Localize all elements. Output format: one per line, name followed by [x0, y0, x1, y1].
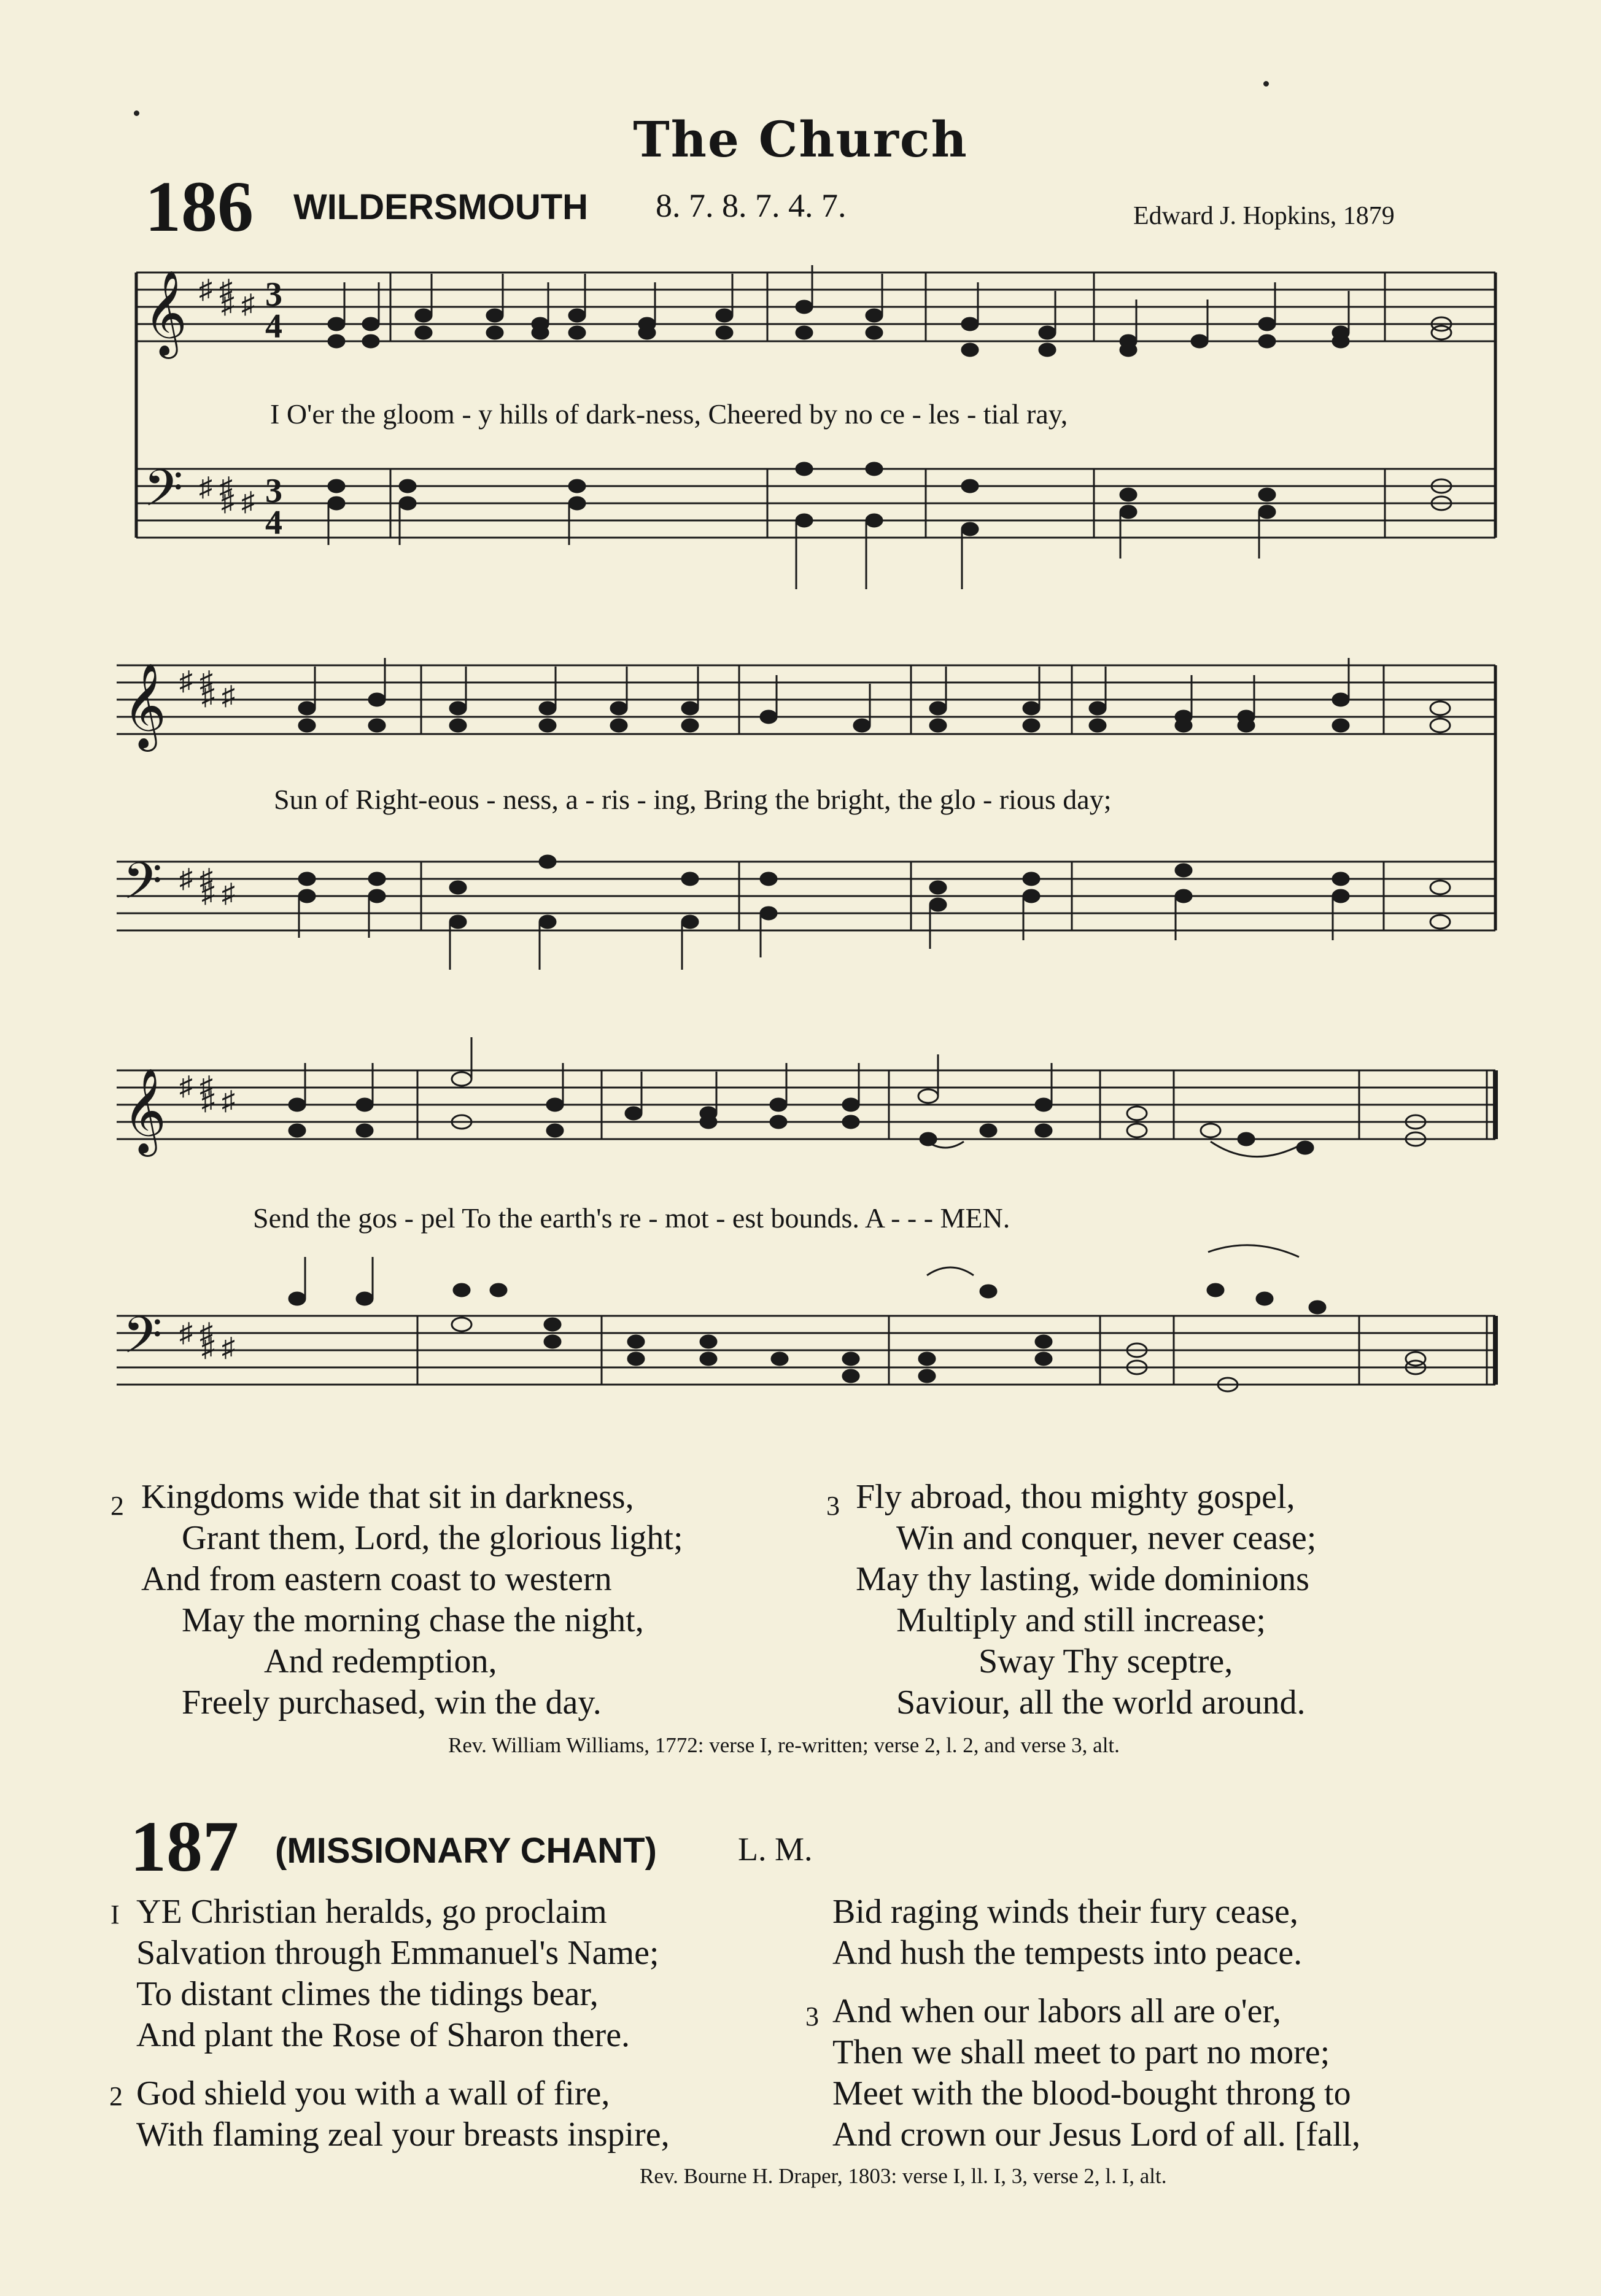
verse-line: May the morning chase the night,: [182, 1601, 644, 1639]
author-credit: Rev. William Williams, 1772: verse I, re-written; verse 2, l. 2, and verse 3, alt.: [448, 1733, 1120, 1757]
svg-text:♯ ♯: ♯ ♯: [179, 1318, 213, 1348]
verse-line: Then we shall meet to part no more;: [832, 2033, 1330, 2071]
verse-line: And when our labors all are o'er,: [832, 1992, 1281, 2030]
verse-line: May thy lasting, wide dominions: [856, 1560, 1309, 1598]
author-credit: Rev. Bourne H. Draper, 1803: verse I, ll. I, 3, verse 2, l. I, alt.: [640, 2164, 1167, 2188]
meter: L. M.: [738, 1831, 813, 1868]
hymn187-verse-2-continued: [832, 1892, 1302, 1974]
svg-text:𝄢: 𝄢: [123, 854, 163, 922]
verse-line: And redemption,: [264, 1642, 497, 1680]
hymn187-verse-1: [136, 1892, 659, 2056]
verse-line: Fly abroad, thou mighty gospel,: [856, 1478, 1295, 1516]
hymn186-verse-2: [141, 1477, 683, 1723]
svg-text:𝄞: 𝄞: [144, 272, 187, 354]
svg-text:3: 3: [265, 276, 282, 314]
svg-text:4: 4: [265, 504, 282, 542]
lyric-line-3: Send the gos - pel To the earth's re - mot - est bounds. A - - - MEN.: [253, 1202, 1010, 1234]
verse-line: God shield you with a wall of fire,: [136, 2074, 610, 2112]
svg-text:♯ ♯: ♯ ♯: [179, 666, 213, 696]
svg-text:♯ ♯: ♯ ♯: [201, 878, 235, 908]
section-title: The Church: [633, 110, 968, 168]
tune-name: WILDERSMOUTH: [293, 187, 589, 227]
composer-credit: Edward J. Hopkins, 1879: [1133, 202, 1395, 230]
verse-line: Sway Thy sceptre,: [979, 1642, 1233, 1680]
verse-line: With flaming zeal your breasts inspire,: [136, 2116, 670, 2154]
svg-text:3: 3: [265, 472, 282, 510]
hymn-number: 187: [130, 1806, 239, 1887]
lyric-line-1: I O'er the gloom - y hills of dark-ness, Cheered by no ce - les - tial ray,: [270, 398, 1068, 430]
svg-text:𝄢: 𝄢: [123, 1308, 163, 1376]
hymn187-verse-2: [136, 2073, 670, 2155]
verse-number: 2: [109, 2081, 123, 2111]
verse-line: Freely purchased, win the day.: [182, 1683, 602, 1722]
svg-text:♯ ♯: ♯ ♯: [179, 1071, 213, 1101]
verse-line: And plant the Rose of Sharon there.: [136, 2016, 630, 2054]
verse-line: And crown our Jesus Lord of all. [fall,: [832, 2116, 1361, 2154]
svg-text:𝄞: 𝄞: [123, 665, 166, 746]
verse-line: Salvation through Emmanuel's Name;: [136, 1934, 659, 1972]
meter: 8. 7. 8. 7. 4. 7.: [656, 187, 847, 224]
svg-text:♯ ♯: ♯ ♯: [201, 681, 235, 711]
hymn-number: 186: [145, 166, 254, 247]
verse-line: Kingdoms wide that sit in darkness,: [141, 1478, 634, 1516]
hymn186-verse-3: [856, 1477, 1316, 1723]
svg-text:♯ ♯: ♯ ♯: [201, 1086, 235, 1116]
svg-text:𝄢: 𝄢: [144, 461, 184, 529]
verse-line: Win and conquer, never cease;: [896, 1519, 1317, 1557]
lyric-line-2: Sun of Right-eous - ness, a - ris - ing, Bring the bright, the glo - rious day;: [274, 784, 1112, 815]
hymn187-verse-3: [832, 1991, 1360, 2155]
verse-line: And from eastern coast to western: [141, 1560, 612, 1598]
verse-line: YE Christian heralds, go proclaim: [136, 1893, 607, 1931]
svg-text:♯ ♯: ♯ ♯: [199, 472, 233, 502]
verse-line: To distant climes the tidings bear,: [136, 1975, 599, 2013]
verse-line: Grant them, Lord, the glorious light;: [182, 1519, 683, 1557]
svg-text:♯ ♯: ♯ ♯: [201, 1332, 235, 1363]
svg-text:𝄞: 𝄞: [123, 1070, 166, 1151]
verse-number: 3: [805, 2001, 819, 2031]
print-speck: [1263, 81, 1269, 87]
svg-text:4: 4: [265, 307, 282, 346]
verse-line: Multiply and still increase;: [896, 1601, 1266, 1639]
verse-number: I: [110, 1900, 120, 1930]
svg-text:♯ ♯: ♯ ♯: [199, 274, 233, 304]
tune-name: (MISSIONARY CHANT): [275, 1831, 657, 1871]
verse-line: Saviour, all the world around.: [896, 1683, 1306, 1722]
verse-line: Meet with the blood-bought throng to: [832, 2074, 1351, 2112]
svg-text:♯ ♯: ♯ ♯: [179, 864, 213, 894]
svg-text:♯ ♯: ♯ ♯: [221, 289, 255, 319]
verse-line: Bid raging winds their fury cease,: [832, 1893, 1298, 1931]
verse-number: 3: [826, 1491, 840, 1521]
verse-number: 2: [110, 1491, 124, 1521]
svg-text:♯ ♯: ♯ ♯: [221, 487, 255, 517]
verse-line: And hush the tempests into peace.: [832, 1934, 1303, 1972]
